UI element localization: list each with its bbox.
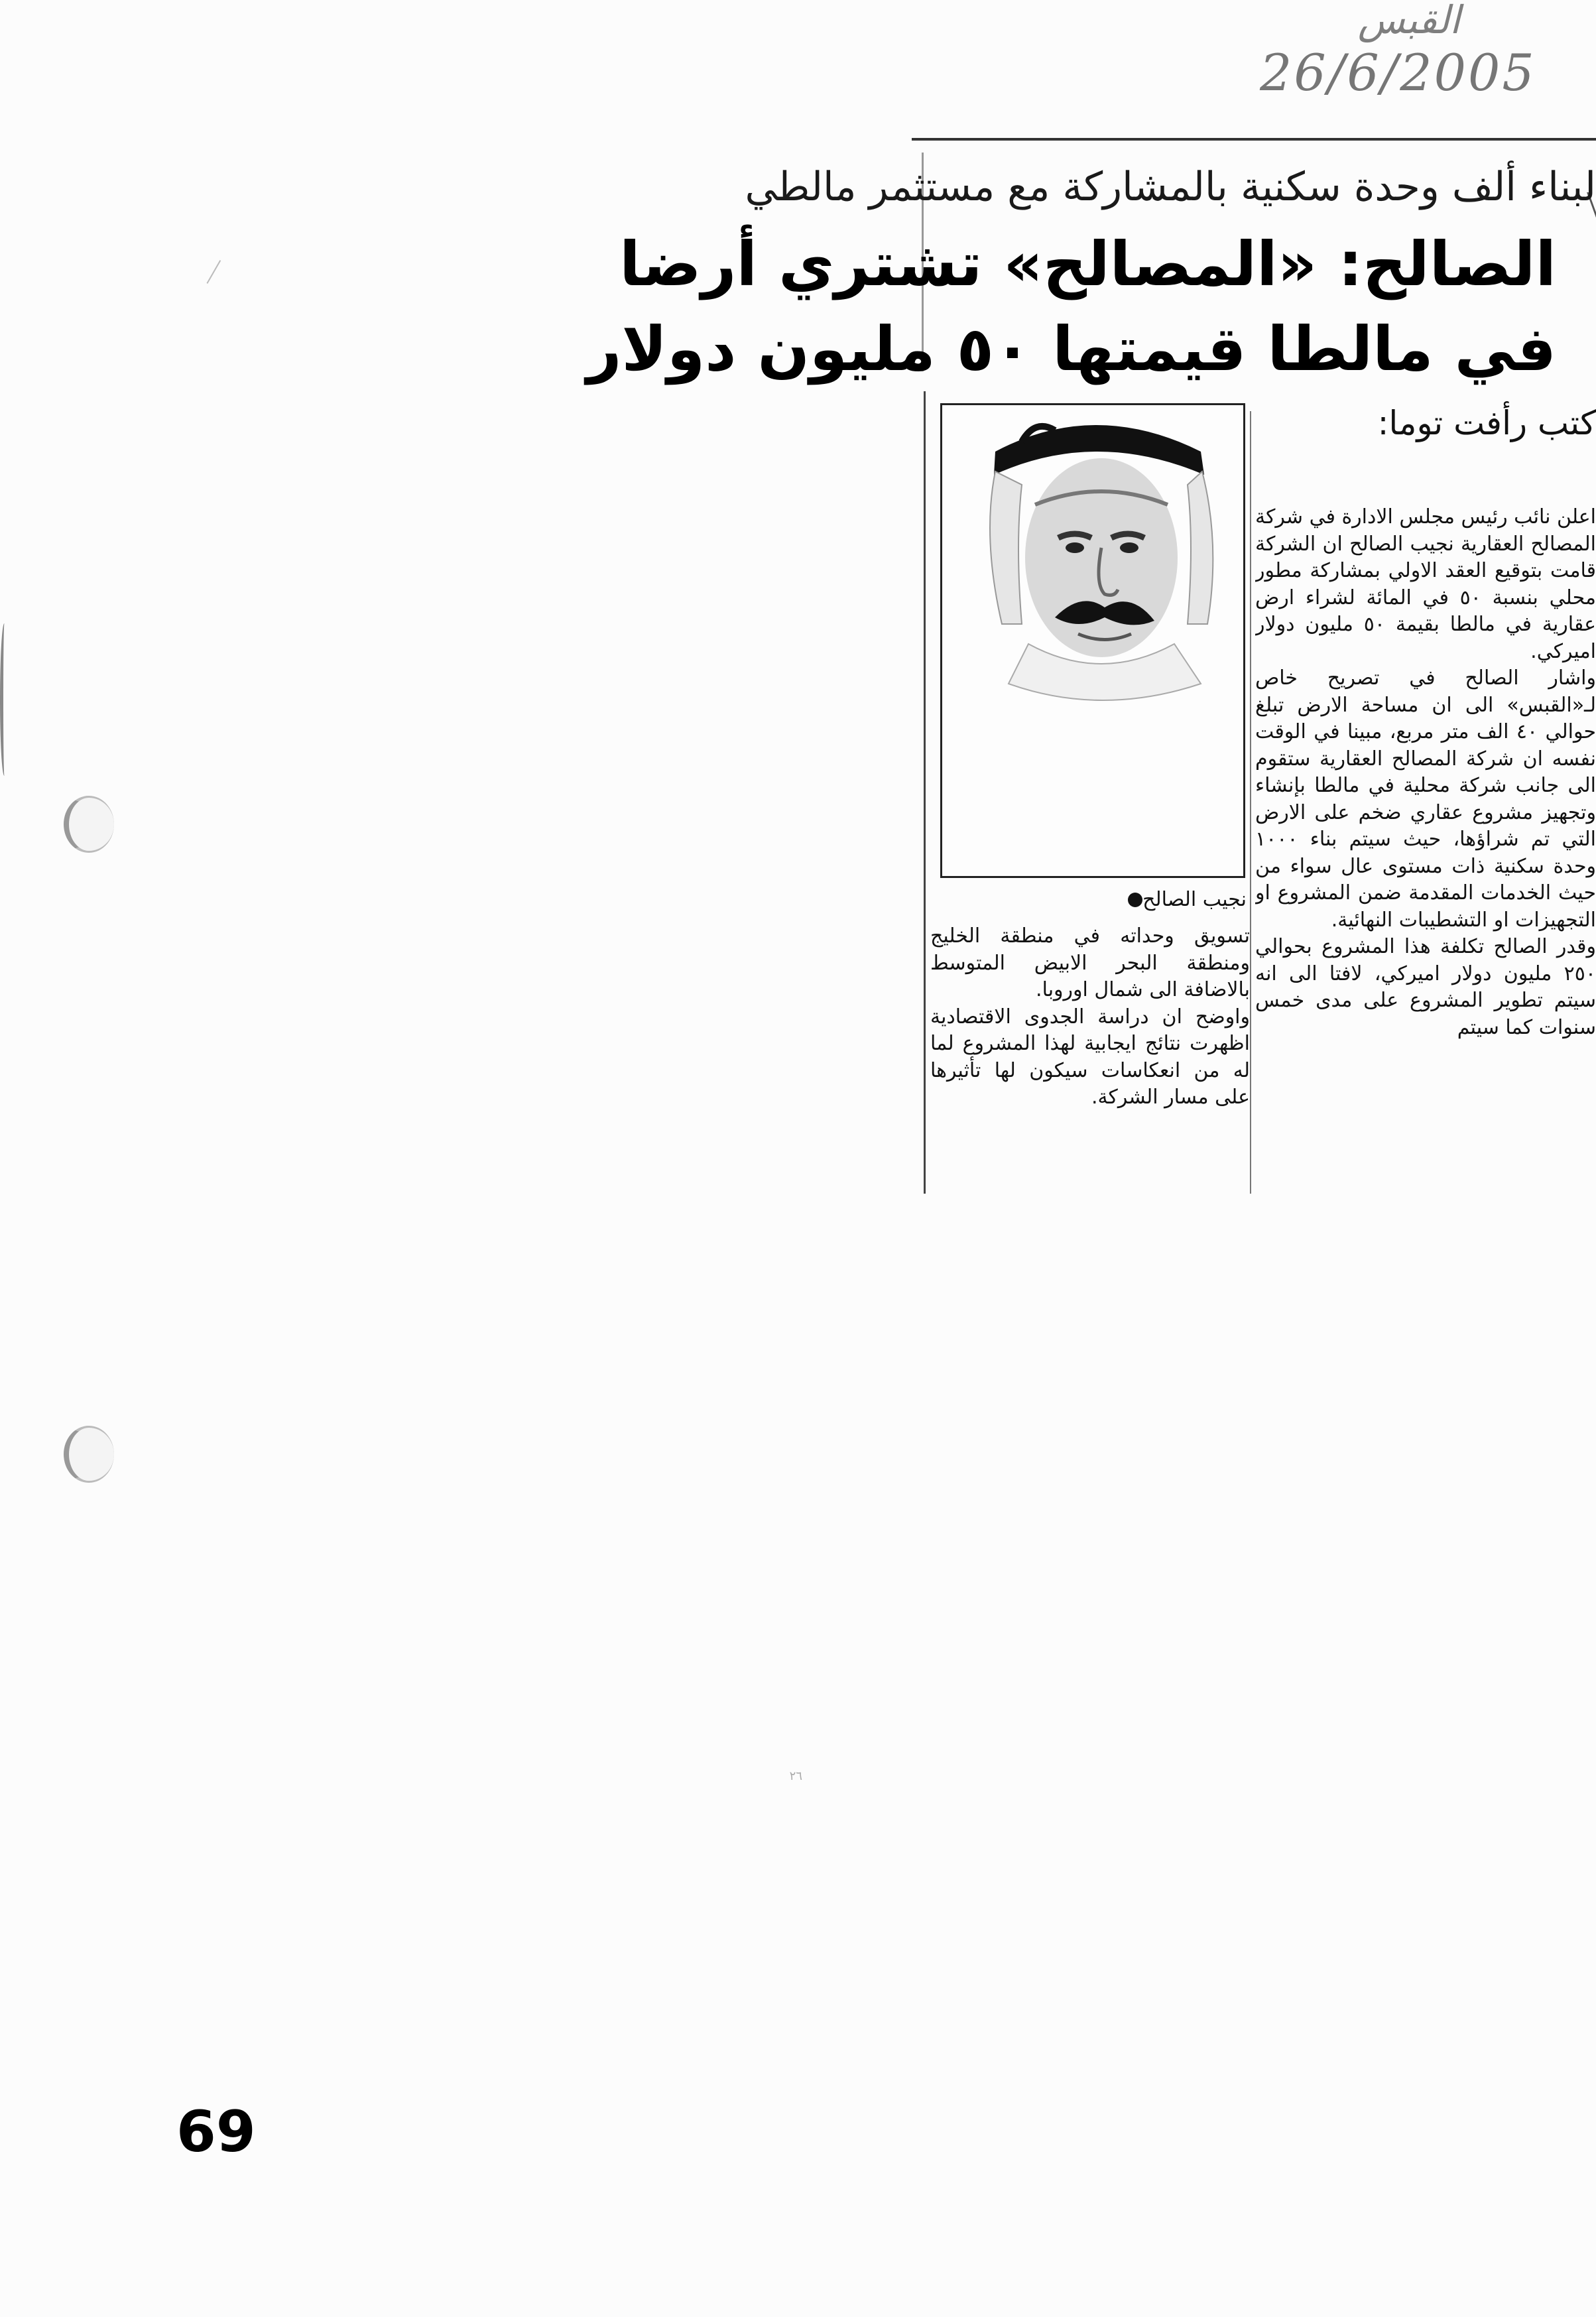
caption-text: نجيب الصالح xyxy=(1142,888,1247,911)
clipping-left-rule xyxy=(924,391,926,1194)
handwritten-source: القبس xyxy=(1357,0,1461,42)
portrait-photo xyxy=(940,403,1245,878)
punch-hole-top xyxy=(64,796,114,853)
handwritten-date: 26/6/2005 xyxy=(1260,43,1536,102)
scan-scratch xyxy=(206,260,232,290)
article-headline xyxy=(586,222,1556,392)
portrait-illustration xyxy=(942,405,1243,876)
bullet-icon xyxy=(1128,893,1142,907)
paragraph: وقدر الصالح تكلفة هذا المشروع بحوالي ٢٥٠ مليون دولار اميركي، لافتا الى انه سيتم تطوير المشروع على مدى خمس سنوات كما سيتم xyxy=(1255,935,1596,1039)
punch-hole-bottom xyxy=(64,1426,114,1483)
faint-mark: ٢٦ xyxy=(789,1769,802,1783)
page-number: 69 xyxy=(176,2099,256,2165)
photo-caption xyxy=(1034,885,1247,915)
paragraph: واوضح ان دراسة الجدوى الاقتصادية اظهرت نتائج ايجابية لهذا المشروع لما له من انعكاسات سيكون لها تأثيرها على مسار الشركة. xyxy=(930,1005,1250,1109)
clipping-top-rule xyxy=(912,138,1596,141)
headline-line-2: في مالطا قيمتها ٥٠ مليون دولار xyxy=(586,314,1556,385)
article-byline: كتب رأفت توما: xyxy=(1377,404,1596,442)
article-column-left xyxy=(930,923,1250,1195)
handwritten-note xyxy=(1247,0,1558,113)
article-column-right xyxy=(1255,504,1596,1194)
headline-line-1: الصالح: «المصالح» تشتري أرضا xyxy=(619,229,1556,300)
column-divider xyxy=(1250,411,1251,1194)
article-subheadline: لبناء ألف وحدة سكنية بالمشاركة مع مستثمر مالطي xyxy=(745,164,1596,210)
paragraph: واشار الصالح في تصريح خاص لـ«القبس» الى ان مساحة الارض تبلغ حوالي ٤٠ الف متر مربع، مبينا في الوقت نفسه ان شركة المصالح العقارية ستقوم الى جانب شركة محلية في مالطا بإنشاء وتجهيز مشروع عقاري ضخم على الارض التي تم شراؤها، حيث سيتم بناء ١٠٠٠ وحدة سكنية ذات مستوى عال سواء من حيث الخدمات المقدمة ضمن المشروع او التجهيزات او التشطيبات النهائية. xyxy=(1255,666,1596,932)
paragraph: اعلن نائب رئيس مجلس الادارة في شركة المصالح العقارية نجيب الصالح ان الشركة قامت بتوقيع العقد الاولي بمشاركة مطور محلي بنسبة ٥٠ في المائة لشراء ارض عقارية في مالطا بقيمة ٥٠ مليون دولار اميركي. xyxy=(1255,505,1596,663)
edge-mark xyxy=(0,623,9,776)
paragraph: تسويق وحداته في منطقة الخليج ومنطقة البحر الابيض المتوسط بالاضافة الى شمال اوروبا. xyxy=(930,924,1250,1001)
